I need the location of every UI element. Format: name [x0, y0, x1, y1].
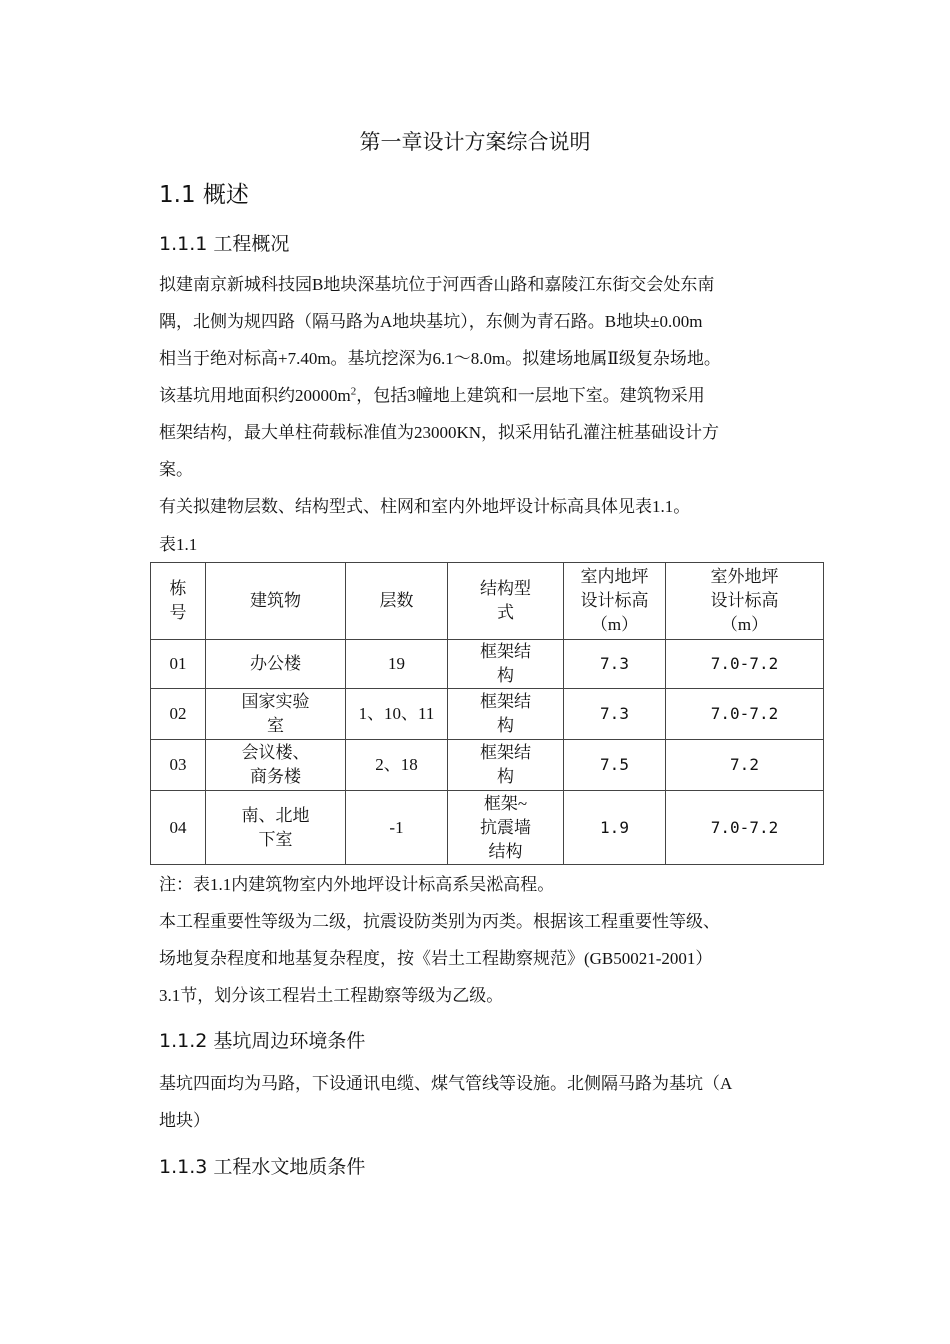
table-cell: 1、10、11 — [346, 689, 448, 740]
cell-text: 会议楼、商务楼 — [241, 743, 310, 786]
table-cell: 7.5 — [564, 740, 666, 791]
table-cell — [206, 689, 346, 740]
table-cell: 19 — [346, 640, 448, 689]
text-line: 地块） — [159, 1111, 210, 1130]
header-cell: 建筑物 — [206, 563, 346, 640]
header-cell: 层数 — [346, 563, 448, 640]
cell-text: 框架结构 — [480, 743, 531, 786]
text-segment: ，包括3幢地上建筑和一层地下室。建筑物采用 — [356, 386, 705, 405]
table-cell: 7.0-7.2 — [666, 791, 824, 865]
building-table — [150, 562, 824, 865]
header-cell — [666, 563, 824, 640]
text-line — [159, 377, 799, 414]
table-cell: 01 — [151, 640, 206, 689]
header-text: 结构型式 — [480, 579, 531, 622]
table-note — [159, 866, 799, 903]
table-cell: 办公楼 — [206, 640, 346, 689]
header-text: 室外地坪设计标高（m） — [710, 567, 779, 634]
table-cell: -1 — [346, 791, 448, 865]
section-heading-1-1-1: 1.1.1 工程概况 — [159, 233, 290, 255]
table-cell: 7.2 — [666, 740, 824, 791]
header-text: 室内地坪设计标高（m） — [580, 567, 649, 634]
section-heading-1-1: 1.1 概述 — [159, 182, 249, 208]
header-cell — [448, 563, 564, 640]
table-cell: 7.3 — [564, 640, 666, 689]
table-caption — [159, 526, 799, 563]
header-cell — [151, 563, 206, 640]
text-line: 隅，北侧为规四路（隔马路为A地块基坑），东侧为青石路。B地块±0.00m — [159, 312, 703, 331]
cell-text: 南、北地下室 — [241, 805, 310, 849]
table-cell: 7.0-7.2 — [666, 689, 824, 740]
table-row — [151, 740, 824, 791]
paragraph-surroundings — [159, 1065, 799, 1139]
table-cell: 7.0-7.2 — [666, 640, 824, 689]
header-cell — [564, 563, 666, 640]
section-heading-1-1-2: 1.1.2 基坑周边环境条件 — [159, 1030, 366, 1052]
text-line: 基坑四面均为马路，下设通讯电缆、煤气管线等设施。北侧隔马路为基坑（A — [159, 1074, 733, 1093]
table-cell: 03 — [151, 740, 206, 791]
paragraph-survey-grade — [159, 903, 799, 1014]
paragraph-table-reference — [159, 488, 799, 525]
table-cell — [206, 740, 346, 791]
text-line: 注：表1.1内建筑物室内外地坪设计标高系吴淞高程。 — [159, 875, 555, 894]
chapter-title: 第一章设计方案综合说明 — [359, 130, 591, 154]
superscript: 2 — [350, 385, 357, 398]
text-line: 场地复杂程度和地基复杂程度，按《岩土工程勘察规范》(GB50021-2001） — [159, 949, 713, 968]
table-cell — [448, 740, 564, 791]
table-cell: 7.3 — [564, 689, 666, 740]
table-cell — [206, 791, 346, 865]
header-text: 栋号 — [169, 579, 187, 622]
text-line: 相当于绝对标高+7.40m。基坑挖深为6.1～8.0m。拟建场地属Ⅱ级复杂场地。 — [159, 349, 721, 368]
table-row — [151, 640, 824, 689]
table-cell: 02 — [151, 689, 206, 740]
text-line: 有关拟建物层数、结构型式、柱网和室内外地坪设计标高具体见表1.1。 — [159, 497, 691, 516]
table-row — [151, 689, 824, 740]
text-segment: 该基坑用地面积约20000m — [159, 386, 351, 405]
table-cell: 04 — [151, 791, 206, 865]
table-cell: 2、18 — [346, 740, 448, 791]
text-line: 拟建南京新城科技园B地块深基坑位于河西香山路和嘉陵江东街交会处东南 — [159, 275, 715, 294]
table-row — [151, 791, 824, 865]
text-line: 表1.1 — [159, 535, 198, 554]
table-cell — [448, 689, 564, 740]
cell-text: 框架结构 — [480, 692, 531, 735]
text-line: 本工程重要性等级为二级，抗震设防类别为丙类。根据该工程重要性等级、 — [159, 912, 720, 931]
table-cell: 1.9 — [564, 791, 666, 865]
cell-text: 国家实验室 — [241, 692, 310, 735]
text-line: 案。 — [159, 460, 193, 479]
text-line: 框架结构，最大单柱荷载标准值为23000KN，拟采用钻孔灌注桩基础设计方 — [159, 423, 720, 442]
section-heading-1-1-3: 1.1.3 工程水文地质条件 — [159, 1156, 366, 1178]
text-line: 3.1节，划分该工程岩土工程勘察等级为乙级。 — [159, 986, 504, 1005]
paragraph-project-overview — [159, 266, 799, 488]
cell-text: 框架结构 — [480, 642, 531, 685]
cell-text: 框架~抗震墙结构 — [480, 793, 531, 861]
table-header-row — [151, 563, 824, 640]
table-cell — [448, 791, 564, 865]
table-cell — [448, 640, 564, 689]
